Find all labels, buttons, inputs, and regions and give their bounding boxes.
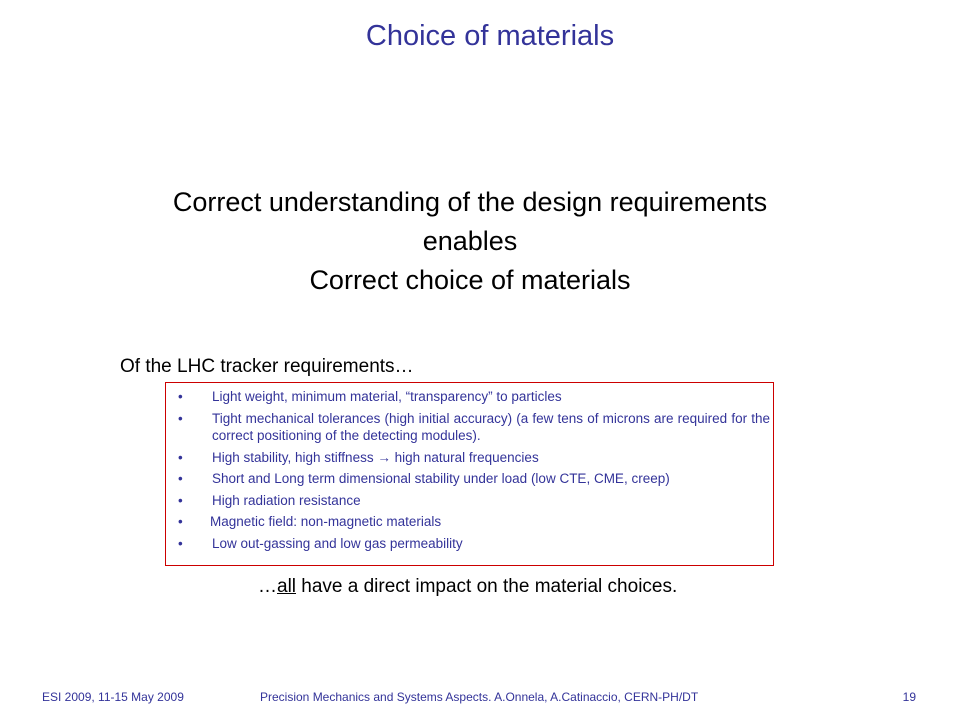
list-item	[174, 449, 770, 467]
footer-title: Precision Mechanics and Systems Aspects. A.Onnela, A.Catinaccio, CERN-PH/DT	[260, 690, 699, 704]
bullet-icon: •	[178, 535, 183, 551]
list-item-text: Low out-gassing and low gas permeability	[212, 535, 463, 551]
statement-line-2: enables	[422, 226, 518, 256]
key-statement	[0, 183, 940, 300]
conclusion-rest: have a direct impact on the material choices.	[296, 576, 678, 597]
list-item-text: Magnetic field: non-magnetic materials	[210, 514, 442, 529]
list-item-text: Tight mechanical tolerances (high initial accuracy) (a few tens of microns are required for the correct positioning of the detecting modules).	[212, 410, 770, 443]
conclusion-text	[258, 576, 677, 598]
statement-line-3: Correct choice of materials	[309, 265, 631, 295]
list-item	[174, 410, 770, 445]
page-number: 19	[902, 690, 916, 704]
bullet-icon: •	[178, 449, 183, 465]
requirements-list	[174, 388, 770, 556]
list-item	[174, 492, 770, 510]
right-arrow-icon: →	[377, 449, 391, 465]
bullet-icon: •	[178, 514, 183, 529]
conclusion-underlined: all	[277, 576, 297, 597]
footer-event: ESI 2009, 11-15 May 2009	[42, 690, 184, 704]
conclusion-prefix: …	[258, 576, 277, 597]
statement-line-1: Correct understanding of the design requirements	[172, 187, 768, 217]
list-item	[174, 388, 770, 406]
slide-title: Choice of materials	[365, 20, 615, 52]
bullet-icon: •	[178, 471, 183, 486]
bullet-icon: •	[178, 492, 183, 508]
list-item-text: Light weight, minimum material, “transparency” to particles	[212, 389, 562, 404]
list-item-text: High stability, high stiffness	[212, 449, 378, 465]
list-item-text: High radiation resistance	[212, 492, 361, 508]
requirements-box	[165, 382, 774, 566]
requirements-lead: Of the LHC tracker requirements…	[120, 356, 414, 377]
list-item-text-after: high natural frequencies	[390, 449, 539, 465]
list-item	[174, 513, 770, 531]
list-item	[174, 470, 770, 488]
bullet-icon: •	[178, 410, 183, 426]
list-item-text: Short and Long term dimensional stability under load (low CTE, CME, creep)	[212, 471, 670, 486]
list-item	[174, 535, 770, 553]
bullet-icon: •	[178, 389, 183, 404]
